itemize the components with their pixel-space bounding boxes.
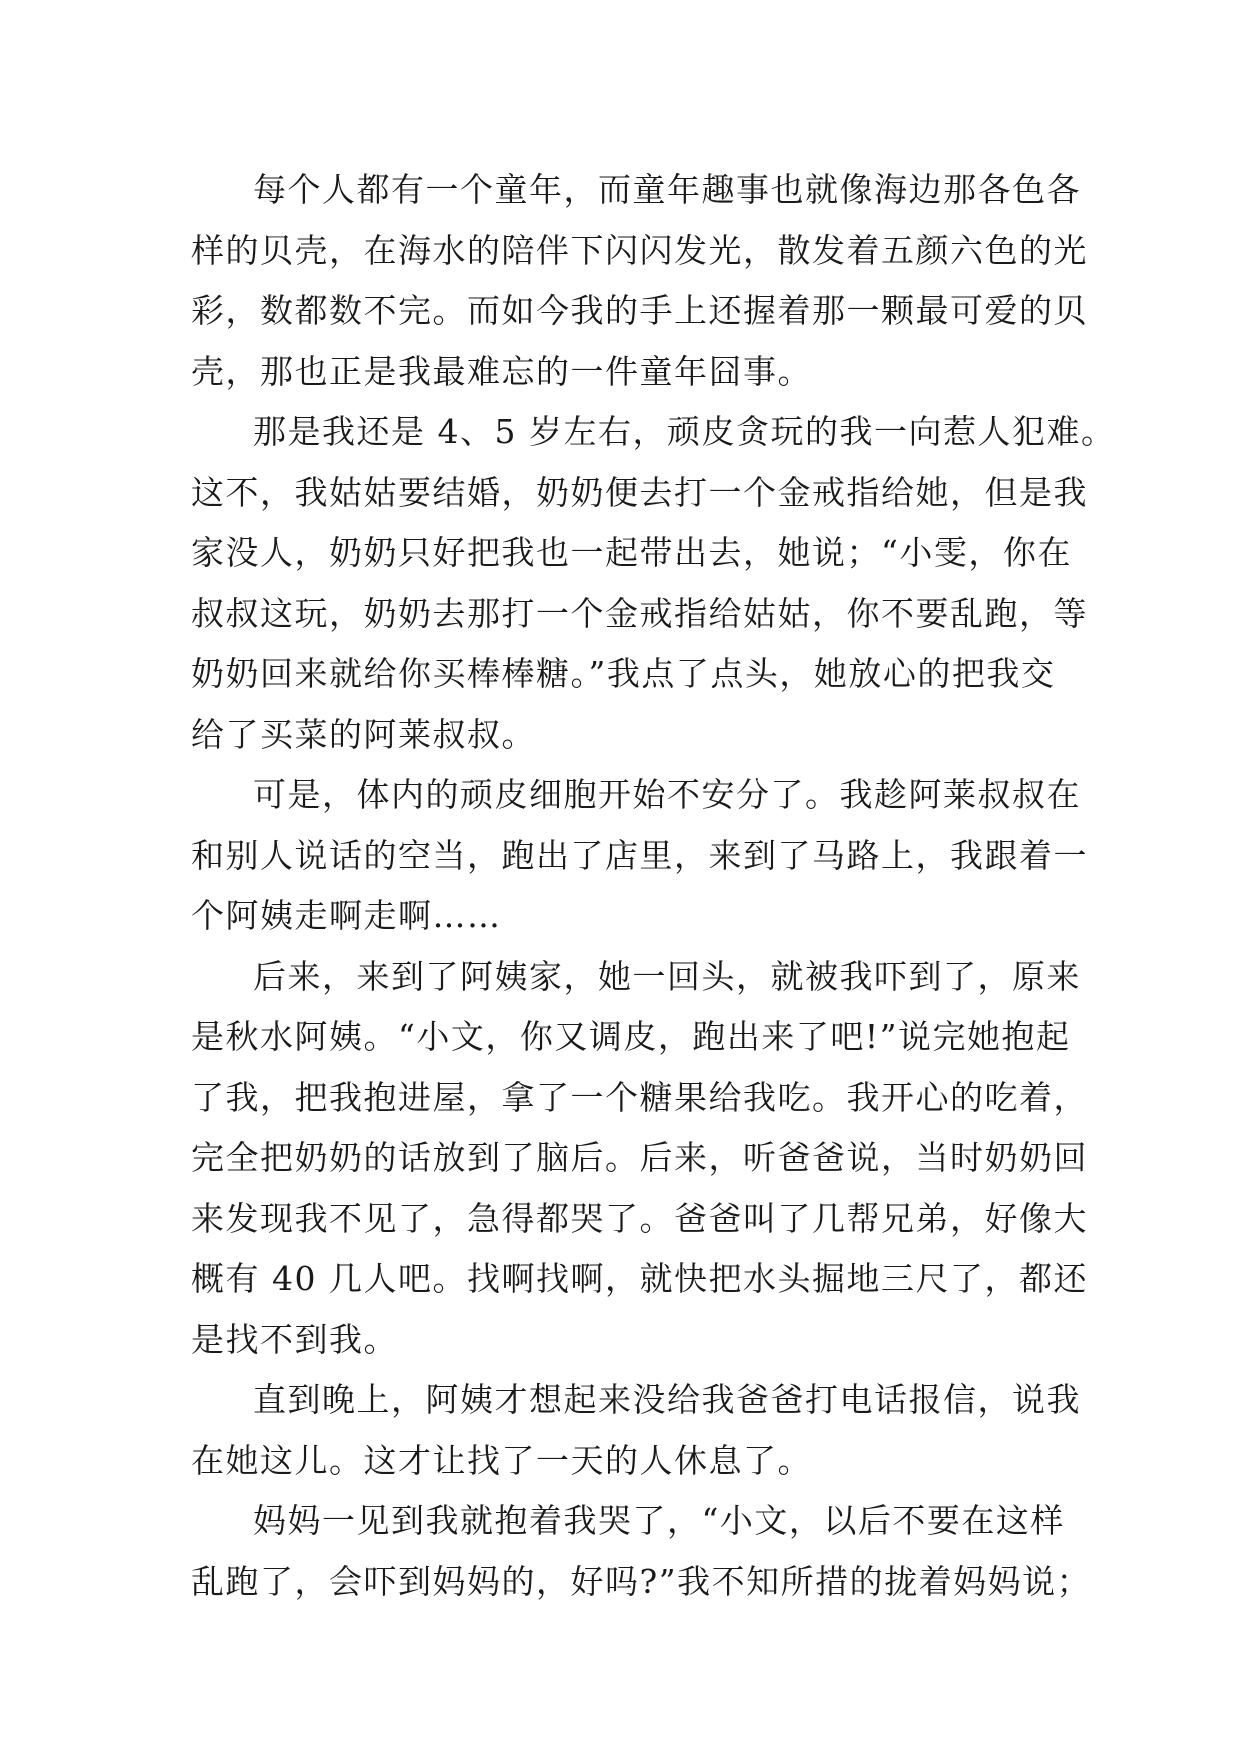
text-line: 乱跑了，会吓到妈妈的，好吗?”我不知所措的拢着妈妈说； xyxy=(191,1561,1092,1601)
text-line: 是秋水阿姨。“小文，你又调皮，跑出来了吧!”说完她抱起 xyxy=(191,1017,1071,1056)
text-line: 叔叔这玩，奶奶去那打一个金戒指给姑姑，你不要乱跑，等 xyxy=(191,593,1088,633)
text-line: 彩，数都数不完。而如今我的手上还握着那一颗最可爱的贝 xyxy=(191,291,1088,330)
paragraph xyxy=(191,1370,1081,1491)
paragraph xyxy=(191,160,1088,402)
text-line: 可是，体内的顽皮细胞开始不安分了。我趁阿莱叔叔在 xyxy=(253,775,1081,814)
paragraph xyxy=(191,765,1088,947)
text-line: 直到晚上，阿姨才想起来没给我爸爸打电话报信，说我 xyxy=(253,1380,1081,1419)
text-line: 那是我还是 4、5 岁左右，顽皮贪玩的我一向惹人犯难。 xyxy=(253,412,1116,451)
paragraph xyxy=(191,947,1088,1371)
text-line: 奶奶回来就给你买棒棒糖。”我点了点头，她放心的把我交 xyxy=(191,654,1056,693)
text-line: 妈妈一见到我就抱着我哭了，“小文，以后不要在这样 xyxy=(253,1501,1065,1540)
text-line: 个阿姨走啊走啊…… xyxy=(191,896,502,935)
text-line: 是找不到我。 xyxy=(191,1319,398,1359)
text-line: 和别人说话的空当，跑出了店里，来到了马路上，我跟着一 xyxy=(191,835,1088,875)
text-line: 每个人都有一个童年，而童年趣事也就像海边那各色各 xyxy=(253,170,1081,209)
text-line: 概有 40 几人吧。找啊找啊，就快把水头掘地三尺了，都还 xyxy=(191,1259,1088,1298)
text-line: 了我，把我抱进屋，拿了一个糖果给我吃。我开心的吃着， xyxy=(191,1077,1088,1117)
text-line: 壳，那也正是我最难忘的一件童年囧事。 xyxy=(191,351,812,391)
text-line: 在她这儿。这才让找了一天的人休息了。 xyxy=(191,1440,812,1480)
text-line: 这不，我姑姑要结婚，奶奶便去打一个金戒指给她，但是我 xyxy=(191,472,1088,512)
text-line: 后来，来到了阿姨家，她一回头，就被我吓到了，原来 xyxy=(253,956,1081,996)
text-line: 家没人，奶奶只好把我也一起带出去，她说；“小雯，你在 xyxy=(191,533,1072,572)
body-text xyxy=(191,160,1116,1612)
text-line: 完全把奶奶的话放到了脑后。后来，听爸爸说，当时奶奶回 xyxy=(191,1138,1088,1177)
text-line: 给了买菜的阿莱叔叔。 xyxy=(191,714,536,754)
paragraph xyxy=(191,1491,1092,1612)
text-line: 样的贝壳，在海水的陪伴下闪闪发光，散发着五颜六色的光 xyxy=(191,230,1088,270)
paragraph xyxy=(191,402,1116,765)
text-line: 来发现我不见了，急得都哭了。爸爸叫了几帮兄弟，好像大 xyxy=(191,1198,1088,1238)
